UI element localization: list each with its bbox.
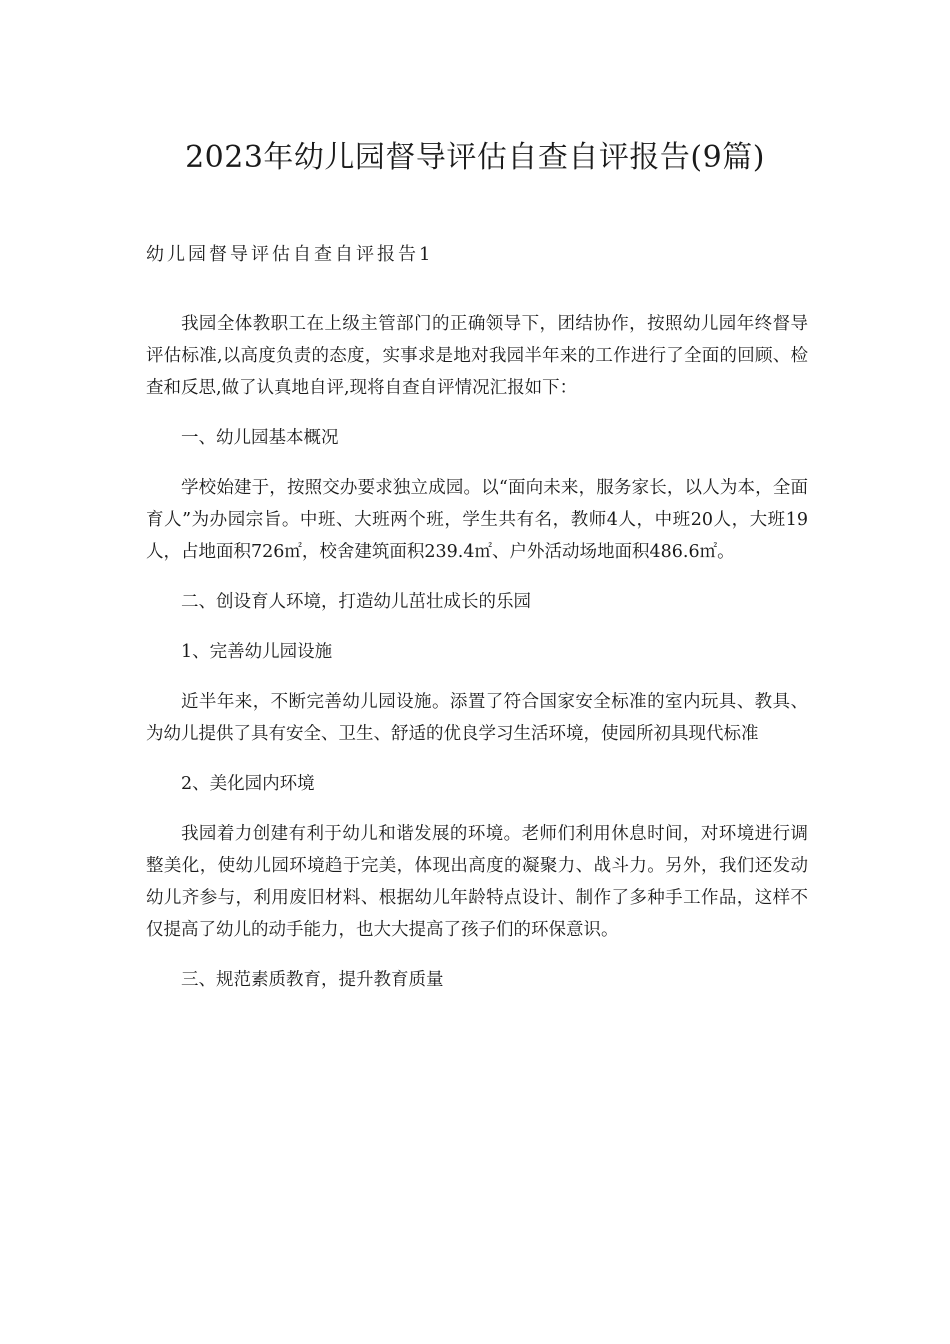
paragraph-overview: 学校始建于，按照交办要求独立成园。以“面向未来，服务家长，以人为本，全面育人”为办园宗旨。中班、大班两个班，学生共有名，教师4人，中班20人，大班19人，占地面积726㎡，校舍建筑面积239.4㎡、户外活动场地面积486.6㎡。 (146, 478, 808, 562)
paragraph-facilities: 近半年来，不断完善幼儿园设施。添置了符合国家安全标准的室内玩具、教具、为幼儿提供了具有安全、卫生、舒适的优良学习生活环境，使园所初具现代标准 (146, 692, 808, 744)
heading-quality-education: 三、规范素质教育，提升教育质量 (181, 970, 444, 990)
heading-facilities: 1、完善幼儿园设施 (181, 642, 333, 662)
paragraph-beautify: 我园着力创建有利于幼儿和谐发展的环境。老师们利用休息时间，对环境进行调整美化，使幼儿园环境趋于完美，体现出高度的凝聚力、战斗力。另外，我们还发动幼儿齐参与，利用废旧材料、根据幼儿年龄特点设计、制作了多种手工作品，这样不仅提高了幼儿的动手能力，也大大提高了孩子们的环保意识。 (146, 824, 808, 940)
section-title: 幼儿园督导评估自查自评报告1 (146, 244, 434, 265)
document-title: 2023年幼儿园督导评估自查自评报告(9篇) (185, 140, 765, 175)
heading-basic-overview: 一、幼儿园基本概况 (181, 428, 339, 448)
document-body (146, 308, 808, 996)
heading-beautify: 2、美化园内环境 (181, 774, 315, 794)
paragraph-intro: 我园全体教职工在上级主管部门的正确领导下，团结协作，按照幼儿园年终督导评估标准,以高度负责的态度，实事求是地对我园半年来的工作进行了全面的回顾、检查和反思,做了认真地自评,现将自查自评情况汇报如下： (146, 314, 808, 398)
heading-environment: 二、创设育人环境，打造幼儿茁壮成长的乐园 (181, 592, 531, 612)
